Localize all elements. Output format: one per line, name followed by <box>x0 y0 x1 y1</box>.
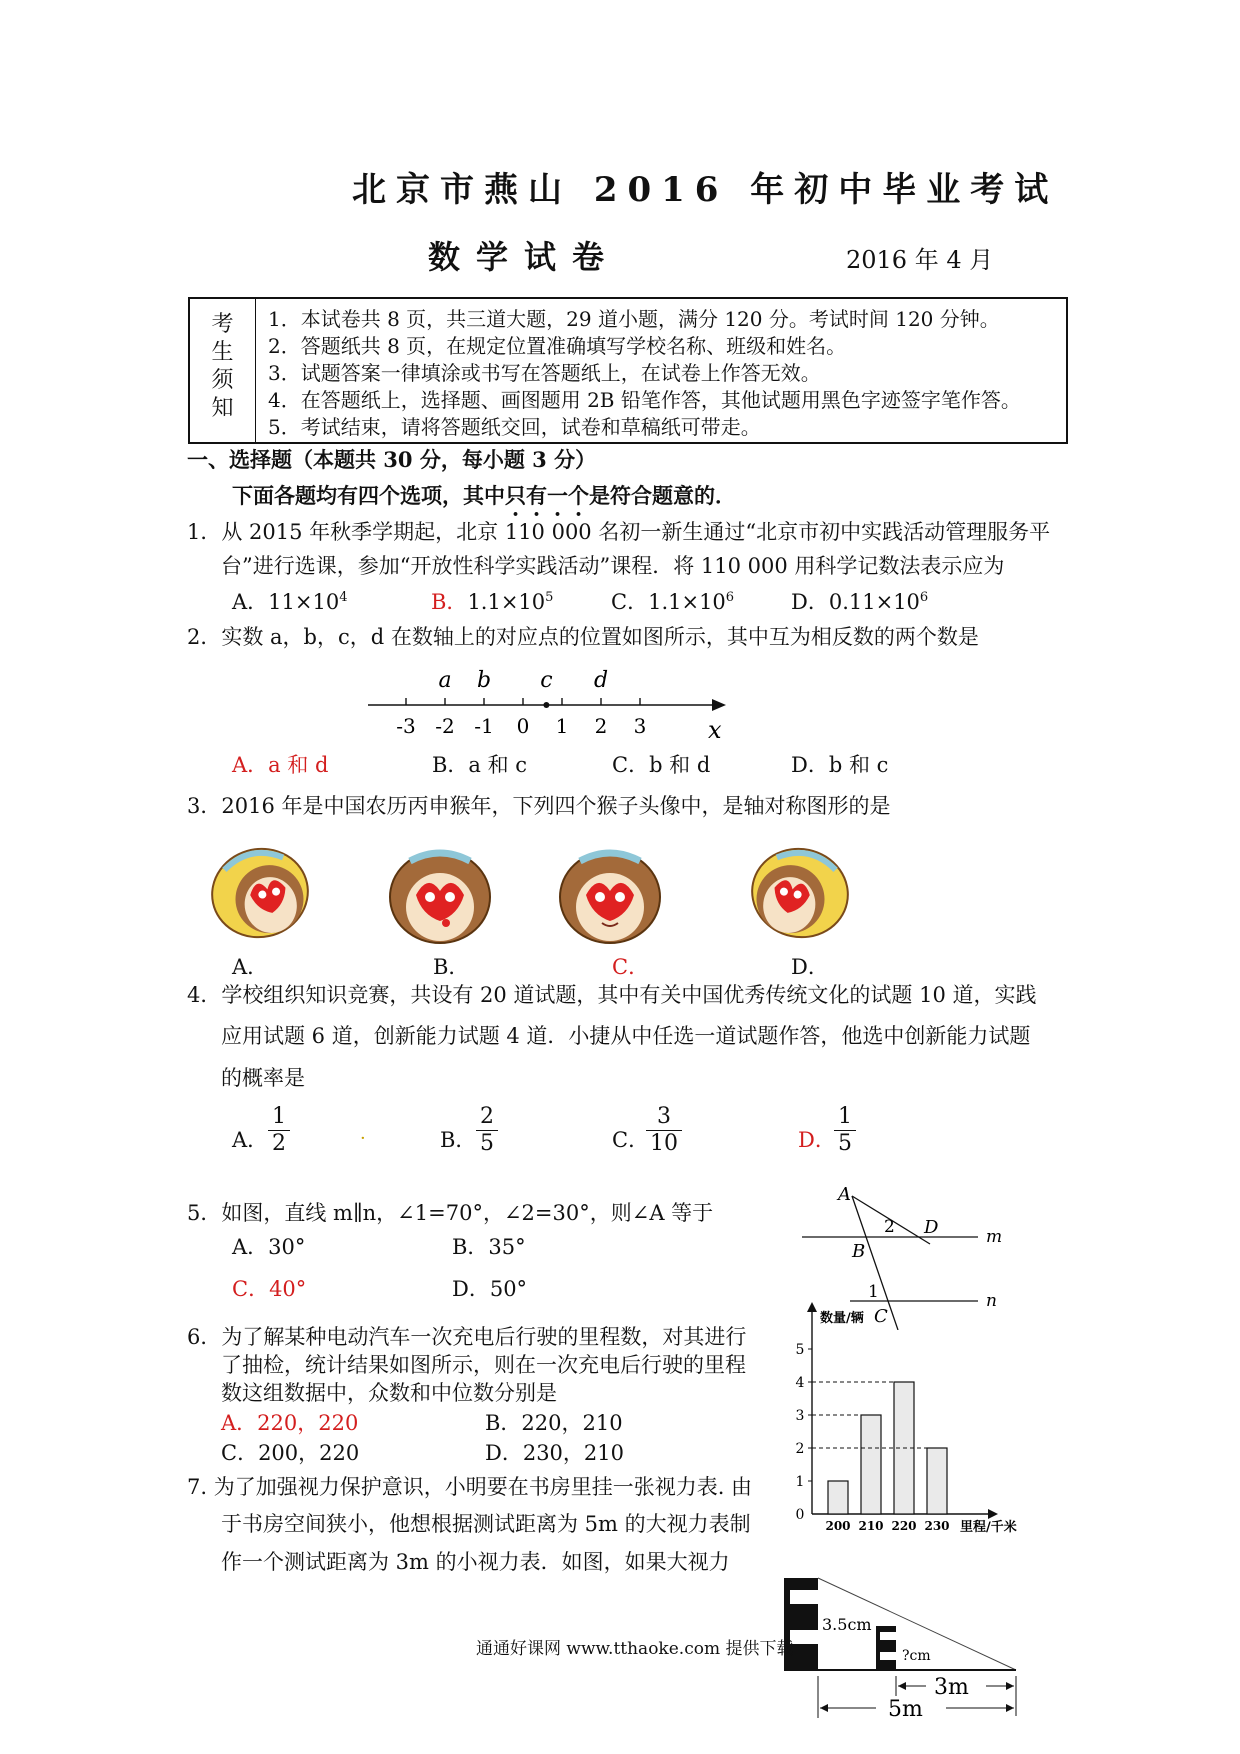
x-tick-label: 210 <box>858 1519 884 1533</box>
y-tick-label: 2 <box>795 1441 805 1457</box>
notice-label-char: 考 <box>211 312 234 337</box>
q5-option-b: B．35° <box>452 1235 526 1259</box>
q4-stem-line: 应用试题 6 道，创新能力试题 4 道．小捷从中任选一道试题作答，他选中创新能力试题 <box>221 1024 1031 1048</box>
q4-stem-line: 的概率是 <box>221 1066 305 1090</box>
label-n: n <box>986 1291 997 1311</box>
notice-label <box>190 299 256 442</box>
notice-box <box>188 297 1068 444</box>
bar-200 <box>828 1481 848 1514</box>
x-tick-label: 200 <box>825 1519 851 1533</box>
paper-subtitle: 数学试卷 <box>428 238 621 276</box>
q3-stem: 3．2016 年是中国农历丙申猴年，下列四个猴子头像中，是轴对称图形的是 <box>187 794 891 818</box>
notice-item: 5．考试结束，请将答题纸交回，试卷和草稿纸可带走。 <box>268 415 761 439</box>
q1-stem-line: 1．从 2015 年秋季学期起，北京 110 000 名初一新生通过“北京市初中实践活动管理服务平 <box>187 520 1051 544</box>
q6-option-a: A．220，220 <box>221 1411 359 1435</box>
bar-230 <box>927 1448 947 1514</box>
q4-option-b-label: B． <box>440 1128 477 1152</box>
q6-stem-line: 数这组数据中，众数和中位数分别是 <box>221 1381 557 1405</box>
q1-option-d: D．$0.11\times 10^6$ <box>791 590 929 614</box>
notice-label-char: 生 <box>211 340 234 365</box>
monkey-head-icon <box>560 851 660 943</box>
label-b: B <box>852 1241 866 1262</box>
q2-option-a: A．a 和 d <box>232 753 329 777</box>
q6-option-d: D．230，210 <box>485 1441 625 1465</box>
q2-option-b: B．a 和 c <box>432 753 528 777</box>
q4-option-b-fraction: $\frac{2}{5}$ <box>476 1104 498 1157</box>
notice-item: 3．试题答案一律填涂或书写在答题纸上，在试卷上作答无效。 <box>268 361 821 385</box>
q7-stem-line: 7. 为了加强视力保护意识，小明要在书房里挂一张视力表. 由 <box>187 1475 753 1499</box>
label-angle-1: 1 <box>868 1282 879 1302</box>
q2-option-c: C．b 和 d <box>612 753 711 777</box>
mileage-bar-chart <box>790 1302 1030 1542</box>
label-m: m <box>986 1227 1003 1247</box>
q5-option-c: C．40° <box>232 1277 307 1301</box>
label-a: A <box>838 1184 851 1205</box>
page-title: 北京市燕山 2016 年初中毕业考试 <box>352 170 1059 210</box>
label-d: D <box>924 1217 939 1238</box>
q4-option-a-label: A． <box>232 1128 269 1152</box>
q4-option-c-fraction: $\frac{3}{10}$ <box>646 1104 682 1157</box>
q4-stem-line: 4．学校组织知识竞赛，共设有 20 道试题，其中有关中国优秀传统文化的试题 10 道，实践 <box>187 983 1037 1007</box>
point-label-c: c <box>540 668 553 693</box>
point-c-dot <box>543 702 549 708</box>
q4-option-a-fraction: $\frac{1}{2}$ <box>268 1104 290 1157</box>
axis-letter-x: x <box>708 716 722 744</box>
label-5m: 5m <box>888 1697 923 1718</box>
axis-tick-label: 1 <box>555 714 569 738</box>
axis-tick-label: -2 <box>435 714 455 738</box>
q4-option-c-label: C． <box>612 1128 650 1152</box>
instruction-text: 下面各题均有四个选项，其中 <box>232 483 505 508</box>
eye-chart-figure <box>776 1568 1036 1718</box>
q6-option-b: B．220，210 <box>485 1411 623 1435</box>
q4-option-d-label: D． <box>798 1128 836 1152</box>
q5-stem: 5．如图，直线 m∥n，∠1=70°，∠2=30°，则∠A 等于 <box>187 1201 714 1225</box>
monkey-head-icon <box>390 851 490 943</box>
q7-stem-line: 于书房空间狭小，他想根据测试距离为 5m 的大视力表制 <box>221 1512 751 1536</box>
y-tick-label: 1 <box>795 1474 805 1490</box>
q1-stem-line: 台”进行选课，参加“开放性科学实践活动”课程．将 110 000 用科学记数法表示应为 <box>221 554 1005 578</box>
monkey-head-icon <box>204 840 316 946</box>
monkey-heads-figure <box>200 835 920 955</box>
bar-210 <box>861 1415 881 1514</box>
q1-option-a: A．$11\times 10^4$ <box>232 590 348 614</box>
label-3m: 3m <box>934 1675 969 1700</box>
axis-tick-label: 3 <box>633 714 647 738</box>
q6-option-c: C．200，220 <box>221 1441 360 1465</box>
q1-option-c: C．$1.1\times 10^6$ <box>611 590 735 614</box>
monkey-head-icon <box>744 840 856 946</box>
q7-stem-line: 作一个测试距离为 3m 的小视力表．如图，如果大视力 <box>221 1550 730 1574</box>
page-footer: 通通好课网 www.tthaoke.com 提供下载 <box>476 1639 794 1659</box>
label-c: C <box>874 1306 888 1327</box>
axis-tick-label: -1 <box>474 714 494 738</box>
q6-stem-line: 了抽检，统计结果如图所示，则在一次充电后行驶的里程 <box>221 1353 746 1377</box>
q3-option-b: B． <box>433 955 470 979</box>
exam-date: 2016 年 4 月 <box>846 246 994 274</box>
q5-option-a: A．30° <box>232 1235 306 1259</box>
q6-stem-line: 6．为了解某种电动汽车一次充电后行驶的里程数，对其进行 <box>187 1325 747 1349</box>
x-axis-arrow <box>988 1509 998 1519</box>
notice-item: 4．在答题纸上，选择题、画图题用 2B 铅笔作答，其他试题用黑色字迹签字笔作答。 <box>268 388 1021 412</box>
instruction-emphasis: 只有一个 <box>505 483 589 508</box>
instruction-text: 是符合题意的． <box>589 483 736 508</box>
q4-option-d-fraction: $\frac{1}{5}$ <box>834 1104 856 1157</box>
section-heading: 一、选择题（本题共 30 分，每小题 3 分） <box>187 447 597 472</box>
number-line-arrow <box>712 699 726 711</box>
axis-tick-label: 0 <box>516 714 530 738</box>
notice-item: 1．本试卷共 8 页，共三道大题，29 道小题，满分 120 分。考试时间 120 分钟。 <box>268 307 1000 331</box>
axis-tick-label: 2 <box>594 714 608 738</box>
q2-option-d: D．b 和 c <box>791 753 889 777</box>
stray-dot: · <box>360 1128 366 1149</box>
notice-label-char: 须 <box>211 368 234 393</box>
q1-option-b: B．$1.1\times 10^5$ <box>431 590 554 614</box>
x-tick-label: 230 <box>924 1519 950 1533</box>
label-big: 3.5cm <box>822 1615 872 1634</box>
label-small: ?cm <box>902 1648 931 1664</box>
y-axis-arrow <box>807 1302 817 1312</box>
y-tick-label: 5 <box>795 1342 805 1358</box>
y-tick-label: 4 <box>795 1375 805 1391</box>
notice-item: 2．答题纸共 8 页，在规定位置准确填写学校名称、班级和姓名。 <box>268 334 847 358</box>
point-label-b: b <box>476 668 492 693</box>
x-tick-label: 220 <box>891 1519 917 1533</box>
point-label-d: d <box>593 668 609 693</box>
notice-label-char: 知 <box>211 396 234 421</box>
x-axis-label: 里程/千米 <box>960 1520 1017 1535</box>
point-label-a: a <box>438 668 452 693</box>
section-instruction <box>232 480 736 521</box>
q3-option-c: C． <box>612 955 650 979</box>
q3-option-d: D． <box>791 955 829 979</box>
q5-option-d: D．50° <box>452 1277 528 1301</box>
y-tick-label: 0 <box>795 1507 805 1523</box>
label-angle-2: 2 <box>884 1217 895 1237</box>
y-tick-label: 3 <box>795 1408 805 1424</box>
number-line-figure <box>360 665 740 745</box>
q2-stem: 2．实数 a，b，c，d 在数轴上的对应点的位置如图所示，其中互为相反数的两个数是 <box>187 625 979 649</box>
q3-option-a: A． <box>232 955 269 979</box>
axis-tick-label: -3 <box>396 714 416 738</box>
y-axis-label: 数量/辆 <box>820 1311 864 1326</box>
